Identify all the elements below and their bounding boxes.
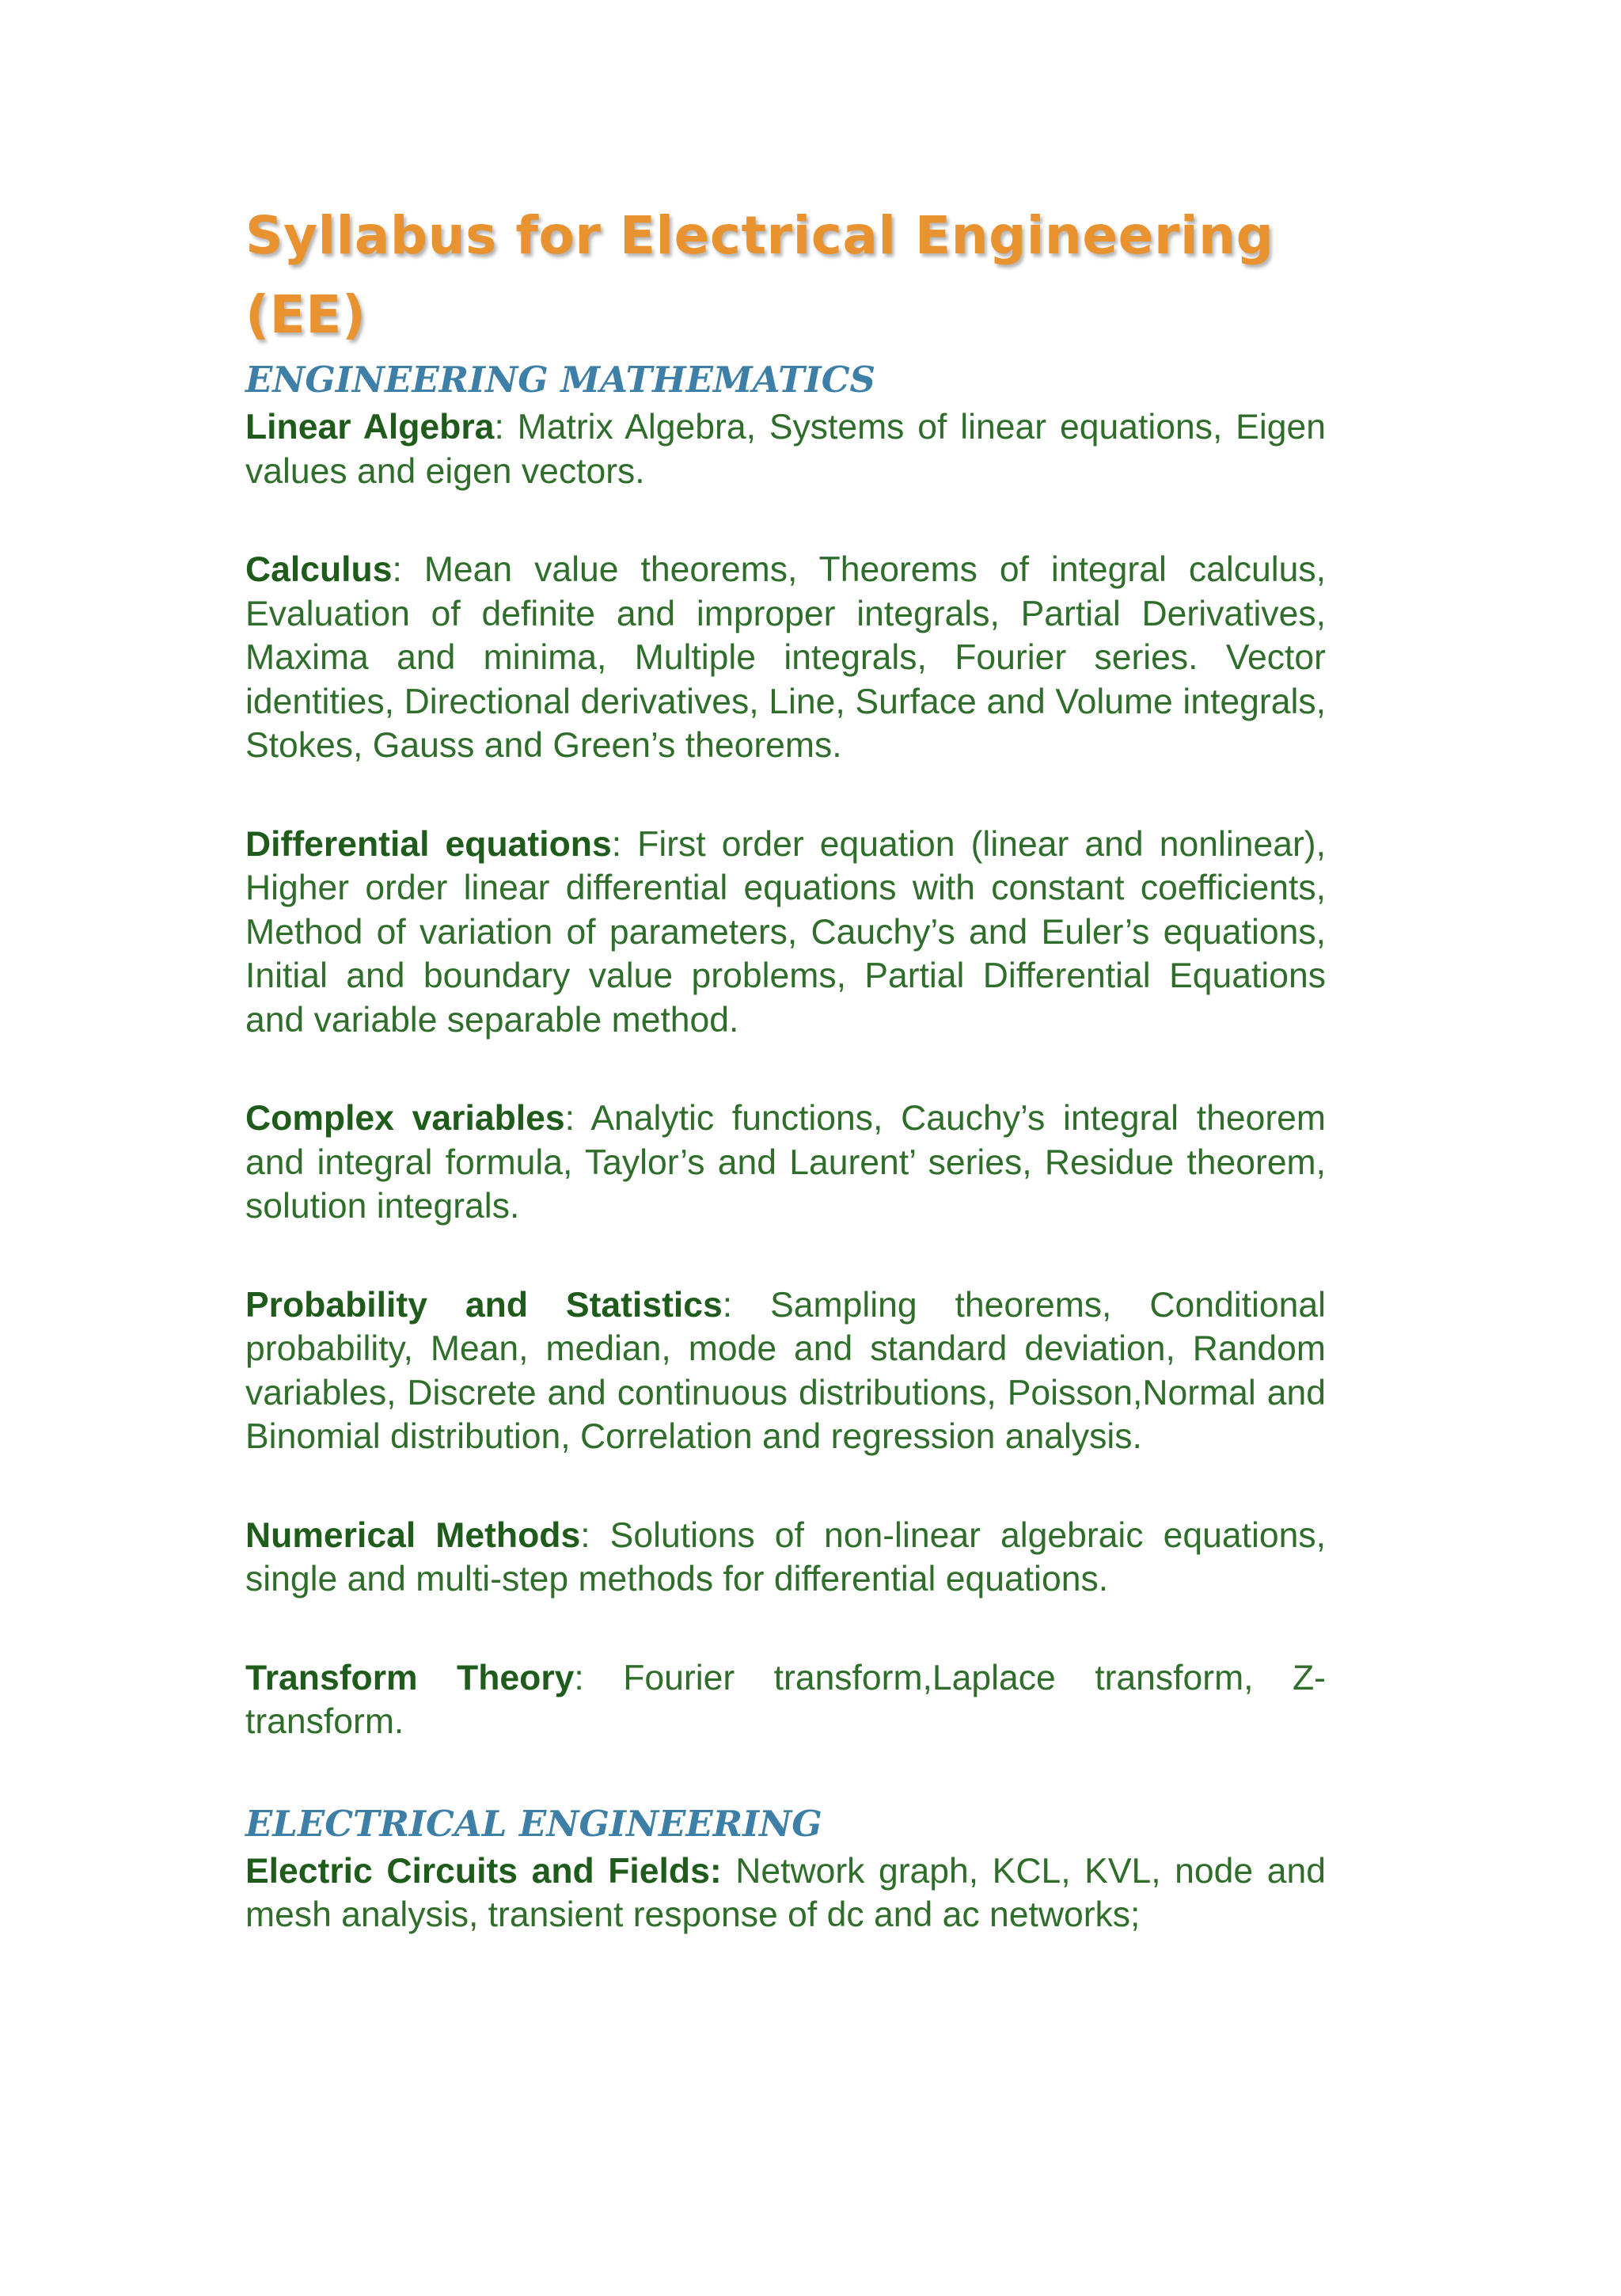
topic-text: First order equation (linear and nonlinear), Higher order linear differential equations with constant coefficients, Method of variation of parameters, Cauchy’s and Euler’s equations, Initial and boundary value problems, Partial Differential Equations and variable separable method. [245, 824, 1326, 1040]
topic-differential-equations [245, 823, 1326, 1043]
topic-separator: : [611, 824, 638, 864]
topic-probability-and-statistics [245, 1283, 1326, 1459]
document-title: Syllabus for Electrical Engineering (EE) [245, 205, 1274, 345]
topic-term: Differential equations [245, 824, 612, 864]
topic-electric-circuits-and-fields [245, 1849, 1326, 1937]
topic-separator: : [564, 1099, 591, 1138]
topic-term: Complex variables [245, 1099, 565, 1138]
section-heading-engineering-mathematics: ENGINEERING MATHEMATICS [245, 359, 876, 401]
topic-separator: : [574, 1658, 624, 1697]
topic-separator: : [494, 408, 518, 447]
document-page [245, 196, 1326, 1937]
topic-text: Solutions of non-linear algebraic equations, single and multi-step methods for differential equations. [245, 1515, 1326, 1598]
topic-linear-algebra [245, 405, 1326, 493]
topic-text: Analytic functions, Cauchy’s integral theorem and integral formula, Taylor’s and Laurent’ series, Residue theorem, solution integrals. [245, 1099, 1326, 1226]
topic-transform-theory [245, 1656, 1326, 1744]
topic-separator: : [580, 1515, 610, 1555]
topic-calculus [245, 548, 1326, 768]
topic-text: Fourier transform,Laplace transform, Z-transform. [245, 1658, 1326, 1741]
topic-separator: : [392, 550, 424, 589]
topic-term: Calculus [245, 550, 393, 589]
topic-term: Transform Theory [245, 1658, 575, 1697]
topic-term: Probability and Statistics [245, 1285, 723, 1325]
topic-text: Mean value theorems, Theorems of integral calculus, Evaluation of definite and improper integrals, Partial Derivatives, Maxima and minima, Multiple integrals, Fourier series. Vector identities, Directional derivatives, Line, Surface and Volume integrals, Stokes, Gauss and Green’s theorems. [245, 550, 1326, 765]
topic-term: Linear Algebra [245, 408, 495, 447]
topic-text: Matrix Algebra, Systems of linear equations, Eigen values and eigen vectors. [245, 408, 1327, 491]
topic-separator: : [722, 1285, 771, 1325]
topic-text: Network graph, KCL, KVL, node and mesh analysis, transient response of dc and ac networks; [245, 1851, 1326, 1934]
topic-numerical-methods [245, 1514, 1326, 1602]
topic-text: Sampling theorems, Conditional probability, Mean, median, mode and standard deviation, Random variables, Discrete and continuous distributions, Poisson,Normal and Binomial distribution, Correlation and regression analysis. [245, 1285, 1326, 1456]
topic-term: Numerical Methods [245, 1515, 581, 1555]
topic-separator [722, 1852, 736, 1891]
topic-complex-variables [245, 1097, 1326, 1229]
section-heading-electrical-engineering: ELECTRICAL ENGINEERING [245, 1802, 822, 1845]
topic-term: Electric Circuits and Fields: [245, 1851, 722, 1891]
